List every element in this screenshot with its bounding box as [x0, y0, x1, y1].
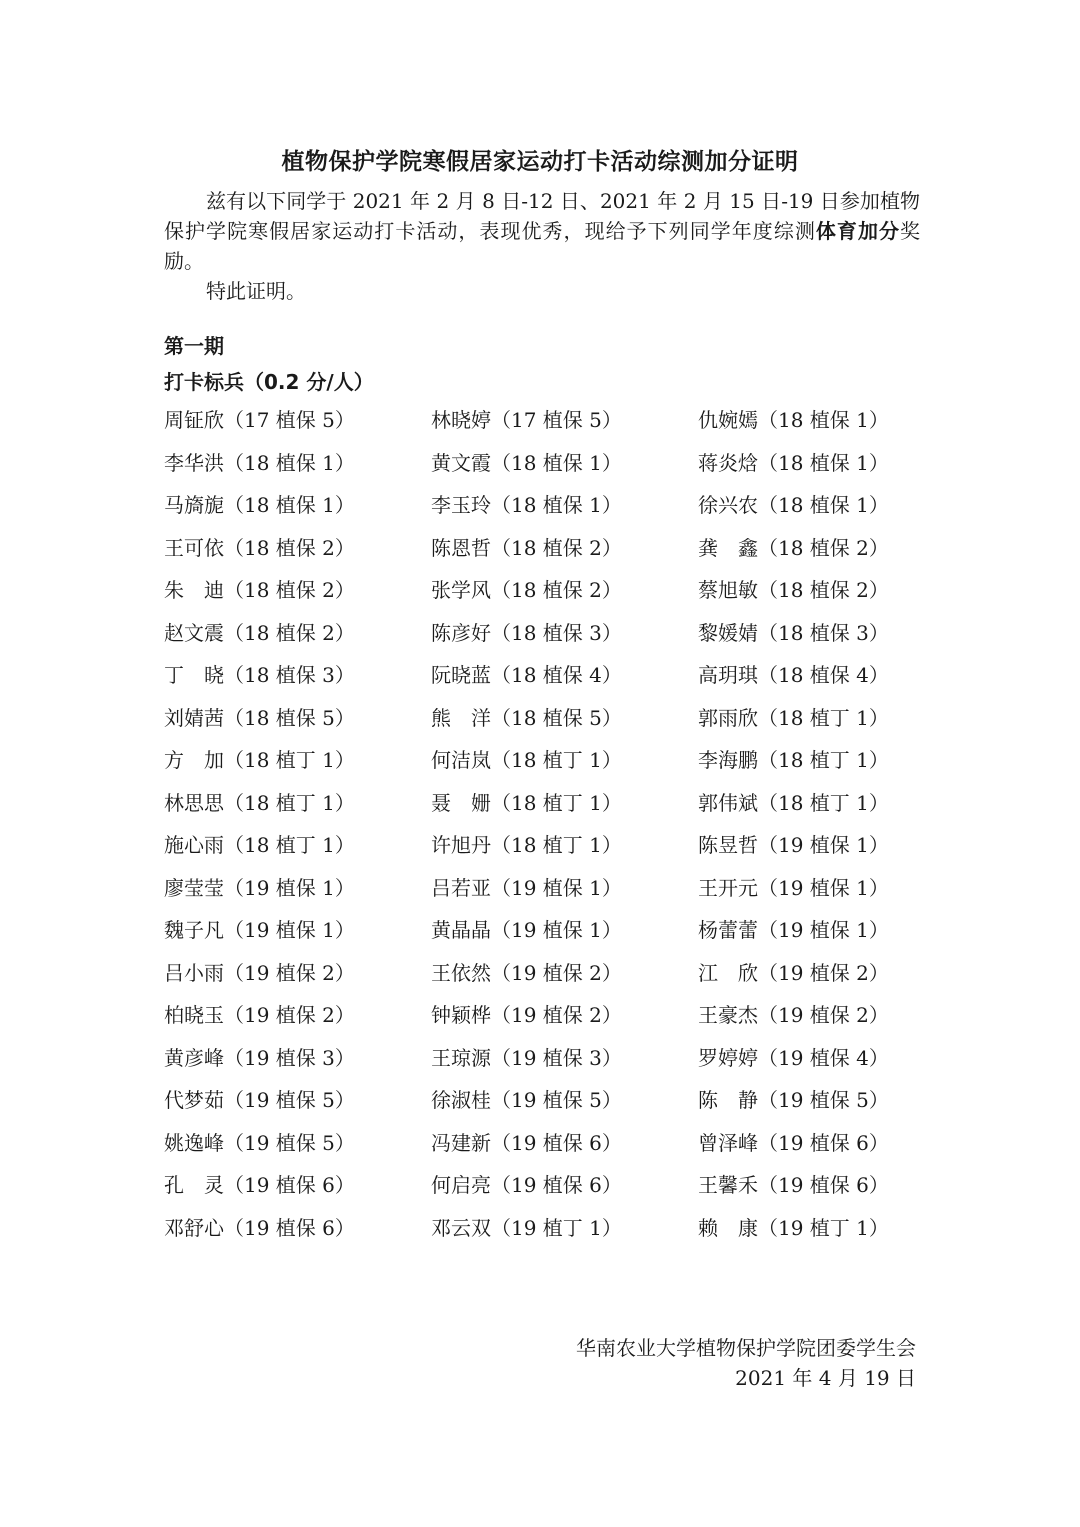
student-entry: 高玥琪（18 植保 4） [698, 663, 889, 687]
intro-text: 兹有以下同学于 2021 年 2 月 8 日-12 日、2021 年 2 月 15 日-19 日参加植物保护学院寒假居家运动打卡活动，表现优秀，现给予下列同学年度综测 [164, 189, 920, 243]
student-entry: 王馨禾（19 植保 6） [698, 1173, 889, 1197]
student-entry: 吕小雨（19 植保 2） [164, 960, 355, 985]
document-title: 植物保护学院寒假居家运动打卡活动综测加分证明 [281, 149, 799, 175]
student-entry: 赵文震（18 植保 2） [164, 620, 355, 645]
student-entry: 何启亮（19 植保 6） [431, 1173, 622, 1197]
student-list [164, 404, 964, 1254]
student-entry: 何洁岚（18 植丁 1） [431, 748, 622, 772]
student-entry: 方 加（18 植丁 1） [164, 748, 355, 772]
student-entry: 蔡旭敏（18 植保 2） [698, 578, 889, 602]
student-entry: 罗婷婷（19 植保 4） [698, 1045, 889, 1070]
document-body [164, 186, 920, 306]
student-entry: 廖莹莹（19 植保 1） [164, 875, 355, 900]
student-entry: 阮晓蓝（18 植保 4） [431, 663, 622, 687]
student-entry: 代梦茹（19 植保 5） [164, 1088, 355, 1112]
student-entry: 陈恩哲（18 植保 2） [431, 535, 622, 560]
student-entry: 丁 晓（18 植保 3） [164, 663, 355, 687]
student-entry: 魏子凡（19 植保 1） [164, 918, 355, 942]
student-entry: 李海鹏（18 植丁 1） [698, 748, 889, 772]
signature-date: 2021 年 4 月 19 日 [735, 1366, 916, 1390]
student-entry: 吕若亚（19 植保 1） [431, 875, 622, 900]
award-heading: 打卡标兵（0.2 分/人） [164, 370, 374, 394]
signature-block [576, 1333, 916, 1393]
student-entry: 龚 鑫（18 植保 2） [698, 535, 889, 560]
student-entry: 刘婧茜（18 植保 5） [164, 705, 355, 730]
student-entry: 马旖旎（18 植保 1） [164, 493, 355, 517]
signature-org: 华南农业大学植物保护学院团委学生会 [576, 1336, 916, 1360]
student-entry: 李华洪（18 植保 1） [164, 450, 355, 475]
student-entry: 赖 康（19 植丁 1） [698, 1215, 889, 1240]
student-entry: 黄彦峰（19 植保 3） [164, 1045, 355, 1070]
student-entry: 郭伟斌（18 植丁 1） [698, 790, 889, 815]
student-entry: 邓舒心（19 植保 6） [164, 1215, 355, 1240]
student-entry: 李玉玲（18 植保 1） [431, 493, 622, 517]
student-entry: 周钲欣（17 植保 5） [164, 408, 355, 432]
student-entry: 张学风（18 植保 2） [431, 578, 622, 602]
student-entry: 杨蕾蕾（19 植保 1） [698, 918, 889, 942]
student-entry: 黄晶晶（19 植保 1） [431, 918, 622, 942]
student-entry: 冯建新（19 植保 6） [431, 1130, 622, 1155]
period-heading: 第一期 [164, 334, 224, 358]
student-entry: 邓云双（19 植丁 1） [431, 1215, 622, 1240]
student-entry: 陈彦好（18 植保 3） [431, 620, 622, 645]
student-entry: 施心雨（18 植丁 1） [164, 833, 355, 857]
student-entry: 钟颖桦（19 植保 2） [431, 1003, 622, 1027]
student-entry: 江 欣（19 植保 2） [698, 960, 889, 985]
student-entry: 许旭丹（18 植丁 1） [431, 833, 622, 857]
intro-paragraph [164, 186, 920, 276]
student-entry: 林晓婷（17 植保 5） [431, 408, 622, 432]
student-entry: 柏晓玉（19 植保 2） [164, 1003, 355, 1027]
student-entry: 孔 灵（19 植保 6） [164, 1173, 355, 1197]
student-entry: 仇婉嫣（18 植保 1） [698, 408, 889, 432]
student-entry: 蒋炎焓（18 植保 1） [698, 450, 889, 475]
student-entry: 姚逸峰（19 植保 5） [164, 1130, 355, 1155]
student-entry: 陈昱哲（19 植保 1） [698, 833, 889, 857]
student-entry: 熊 洋（18 植保 5） [431, 705, 622, 730]
intro-text-end: 奖励。 [164, 219, 921, 273]
student-entry: 陈 静（19 植保 5） [698, 1088, 889, 1112]
student-entry: 徐兴农（18 植保 1） [698, 493, 889, 517]
student-entry: 朱 迪（18 植保 2） [164, 578, 355, 602]
student-entry: 王琼源（19 植保 3） [431, 1045, 622, 1070]
student-entry: 黄文霞（18 植保 1） [431, 450, 622, 475]
certify-line: 特此证明。 [206, 279, 306, 303]
student-entry: 王依然（19 植保 2） [431, 960, 622, 985]
student-entry: 聂 姗（18 植丁 1） [431, 790, 622, 815]
student-entry: 曾泽峰（19 植保 6） [698, 1130, 889, 1155]
student-entry: 王豪杰（19 植保 2） [698, 1003, 889, 1027]
student-entry: 郭雨欣（18 植丁 1） [698, 705, 889, 730]
student-entry: 徐淑桂（19 植保 5） [431, 1088, 622, 1112]
student-entry: 王开元（19 植保 1） [698, 875, 889, 900]
intro-highlight: 体育加分 [815, 219, 901, 243]
student-entry: 黎媛婧（18 植保 3） [698, 620, 889, 645]
student-entry: 林思思（18 植丁 1） [164, 790, 355, 815]
student-entry: 王可依（18 植保 2） [164, 535, 355, 560]
